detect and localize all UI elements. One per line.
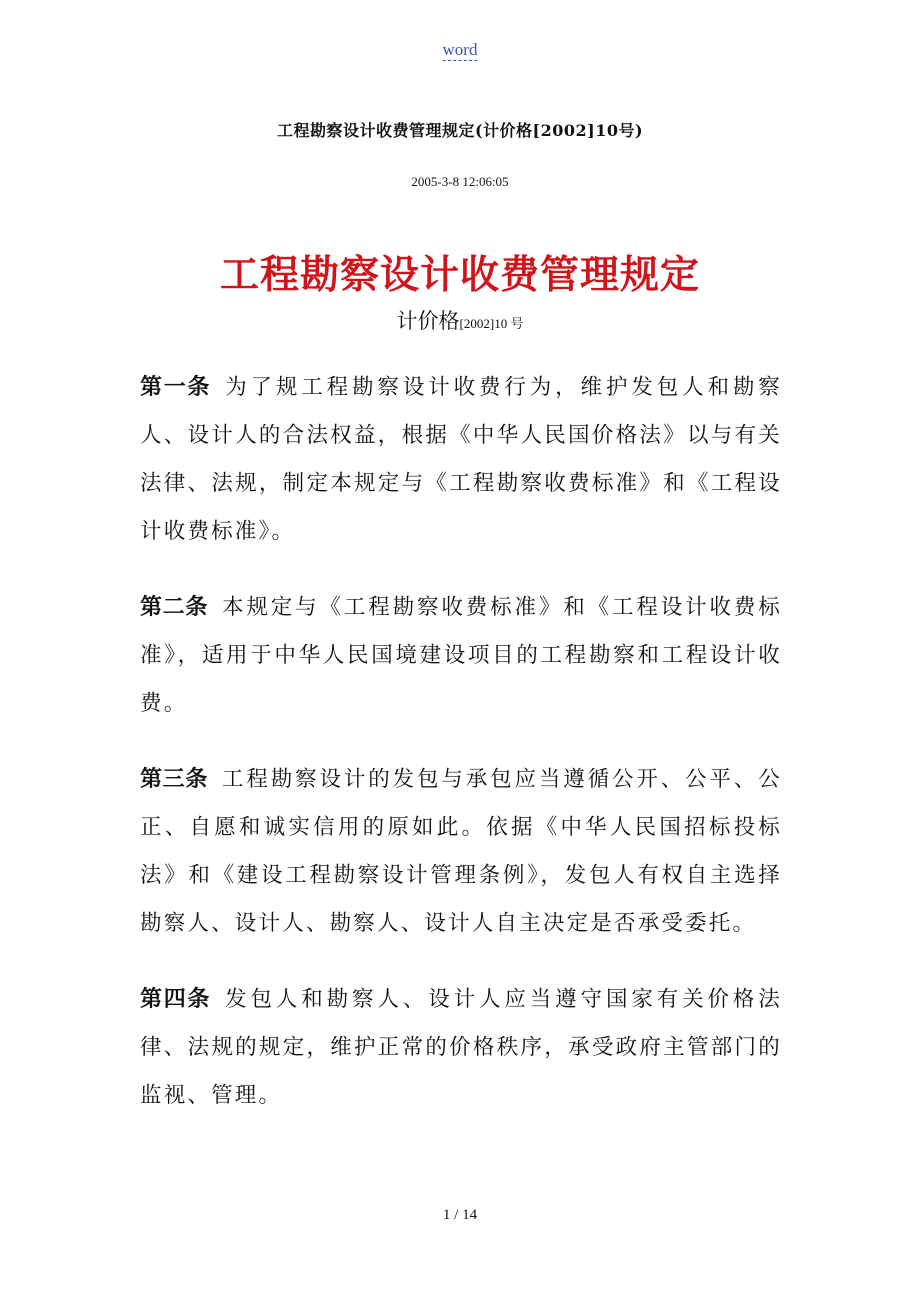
document-number-code: [2002]10 号	[459, 316, 524, 331]
document-main-title: 工程勘察设计收费管理规定	[219, 253, 700, 298]
word-link[interactable]: word	[442, 40, 478, 59]
document-date: 2005-3-8 12:06:05	[411, 174, 509, 189]
article-list	[140, 364, 782, 1148]
article-text: 本规定与《工程勘察收费标准》和《工程设计收费标准》，适用于中华人民国境建设项目的工程勘察和工程设计收费。	[140, 595, 782, 716]
article-label: 第四条	[140, 987, 212, 1012]
page-indicator: 1 / 14	[442, 1207, 478, 1223]
article-text: 工程勘察设计的发包与承包应当遵循公开、公平、公正、自愿和诚实信用的原如此。依据《中华人民国招标投标法》和《建设工程勘察设计管理条例》，发包人有权自主选择勘察人、设计人、勘察人、设计人自主决定是否承受委托。	[140, 767, 782, 936]
article-2	[140, 584, 782, 728]
article-4	[140, 976, 782, 1120]
article-text: 为了规工程勘察设计收费行为，维护发包人和勘察人、设计人的合法权益，根据《中华人民国价格法》以与有关法律、法规，制定本规定与《工程勘察收费标准》和《工程设计收费标准》。	[140, 375, 782, 544]
article-3	[140, 756, 782, 948]
article-label: 第三条	[140, 767, 209, 792]
article-1	[140, 364, 782, 556]
article-label: 第一条	[140, 375, 212, 400]
article-label: 第二条	[140, 595, 209, 620]
header-word-link-row	[0, 40, 920, 60]
document-number-prefix: 计价格	[396, 309, 460, 333]
document-small-title: 工程勘察设计收费管理规定(计价格[2002]10号)	[276, 121, 644, 140]
article-text: 发包人和勘察人、设计人应当遵守国家有关价格法律、法规的规定，维护正常的价格秩序，承受政府主管部门的监视、管理。	[140, 987, 782, 1108]
document-number	[0, 305, 920, 335]
